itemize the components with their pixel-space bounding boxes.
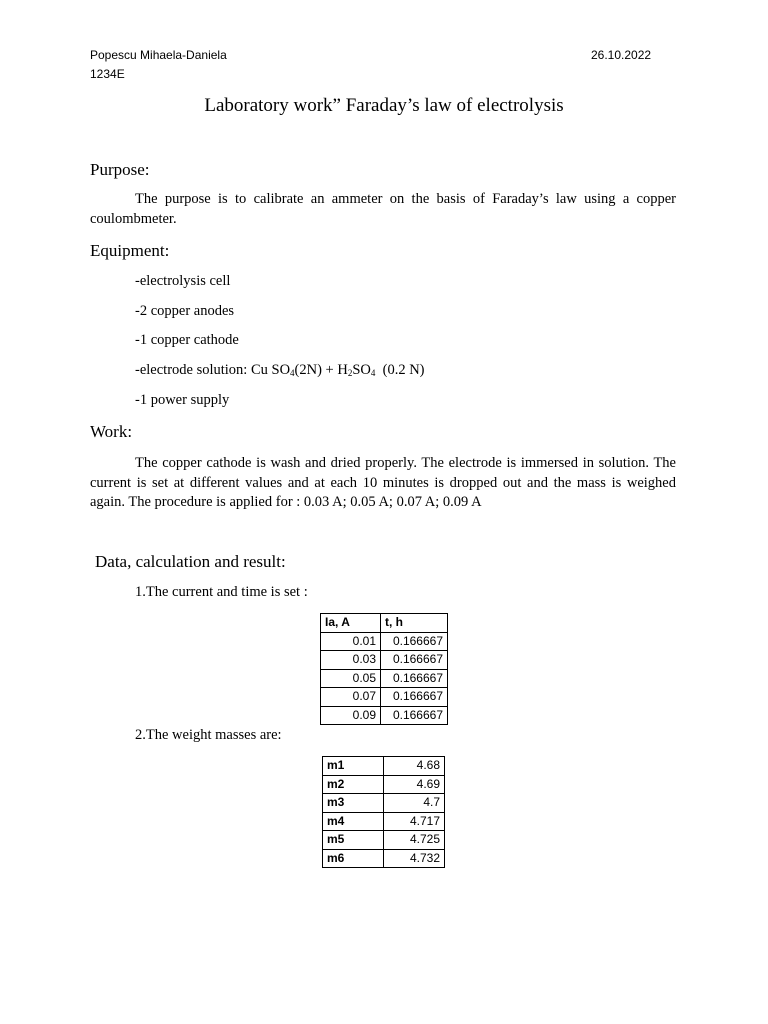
author-name: Popescu Mihaela-Daniela: [90, 48, 227, 62]
table-row: [321, 632, 448, 651]
table-row: [323, 794, 445, 813]
work-heading: Work:: [90, 422, 133, 441]
mass-label-cell: m2: [323, 775, 384, 794]
equipment-heading: Equipment:: [90, 241, 170, 260]
mass-label-cell: m6: [323, 849, 384, 868]
purpose-heading: Purpose:: [90, 160, 150, 179]
group-code: 1234E: [90, 67, 125, 81]
page-title: Laboratory work” Faraday’s law of electrolysis: [204, 95, 564, 116]
equipment-item-cathode: -1 copper cathode: [135, 332, 239, 348]
equipment-item-cell: -electrolysis cell: [135, 273, 231, 289]
mass-value-cell: 4.69: [384, 775, 445, 794]
data-heading: Data, calculation and result:: [95, 552, 286, 571]
current-cell: 0.05: [321, 669, 381, 688]
table-row: [321, 651, 448, 670]
time-cell: 0.166667: [381, 651, 448, 670]
purpose-text: The purpose is to calibrate an ammeter on the basis of Faraday’s law using a copper coulombmeter.: [90, 191, 676, 227]
equipment-item-anodes: -2 copper anodes: [135, 303, 235, 319]
table-row: [321, 706, 448, 725]
table-row: [323, 849, 445, 868]
equipment-item-power-supply: -1 power supply: [135, 392, 230, 408]
table-row: [323, 757, 445, 776]
mass-label-cell: m5: [323, 831, 384, 850]
equipment-item-solution: -electrode solution: Cu $SO_4(2N) + H_2SO_4$ (0.2 N): [135, 362, 425, 378]
mass-value-cell: 4.7: [384, 794, 445, 813]
step2-label: 2.The weight masses are:: [135, 727, 282, 743]
time-cell: 0.166667: [381, 632, 448, 651]
mass-value-cell: 4.68: [384, 757, 445, 776]
mass-value-cell: 4.725: [384, 831, 445, 850]
step1-label: 1.The current and time is set :: [135, 584, 308, 600]
mass-value-cell: 4.717: [384, 812, 445, 831]
mass-value-cell: 4.732: [384, 849, 445, 868]
table-row: [323, 775, 445, 794]
table-header-row: [321, 614, 448, 633]
time-cell: 0.166667: [381, 669, 448, 688]
time-cell: 0.166667: [381, 706, 448, 725]
document-date: 26.10.2022: [591, 48, 652, 62]
table-row: [323, 812, 445, 831]
current-time-table: [320, 613, 448, 725]
work-text: The copper cathode is wash and dried properly. The electrode is immersed in solution. The current is set at different values and at each 10 minutes is dropped out and the mass is weighed again. The procedure is applied for : 0.03 A; 0.05 A; 0.07 A; 0.09 A: [90, 455, 676, 510]
mass-label-cell: m3: [323, 794, 384, 813]
mass-label-cell: m4: [323, 812, 384, 831]
column-header-current: Ia, A: [321, 614, 381, 633]
time-cell: 0.166667: [381, 688, 448, 707]
mass-label-cell: m1: [323, 757, 384, 776]
current-cell: 0.09: [321, 706, 381, 725]
current-cell: 0.07: [321, 688, 381, 707]
table-row: [323, 831, 445, 850]
table-row: [321, 669, 448, 688]
column-header-time: t, h: [381, 614, 448, 633]
current-cell: 0.03: [321, 651, 381, 670]
table-row: [321, 688, 448, 707]
masses-table: [322, 756, 445, 868]
current-cell: 0.01: [321, 632, 381, 651]
